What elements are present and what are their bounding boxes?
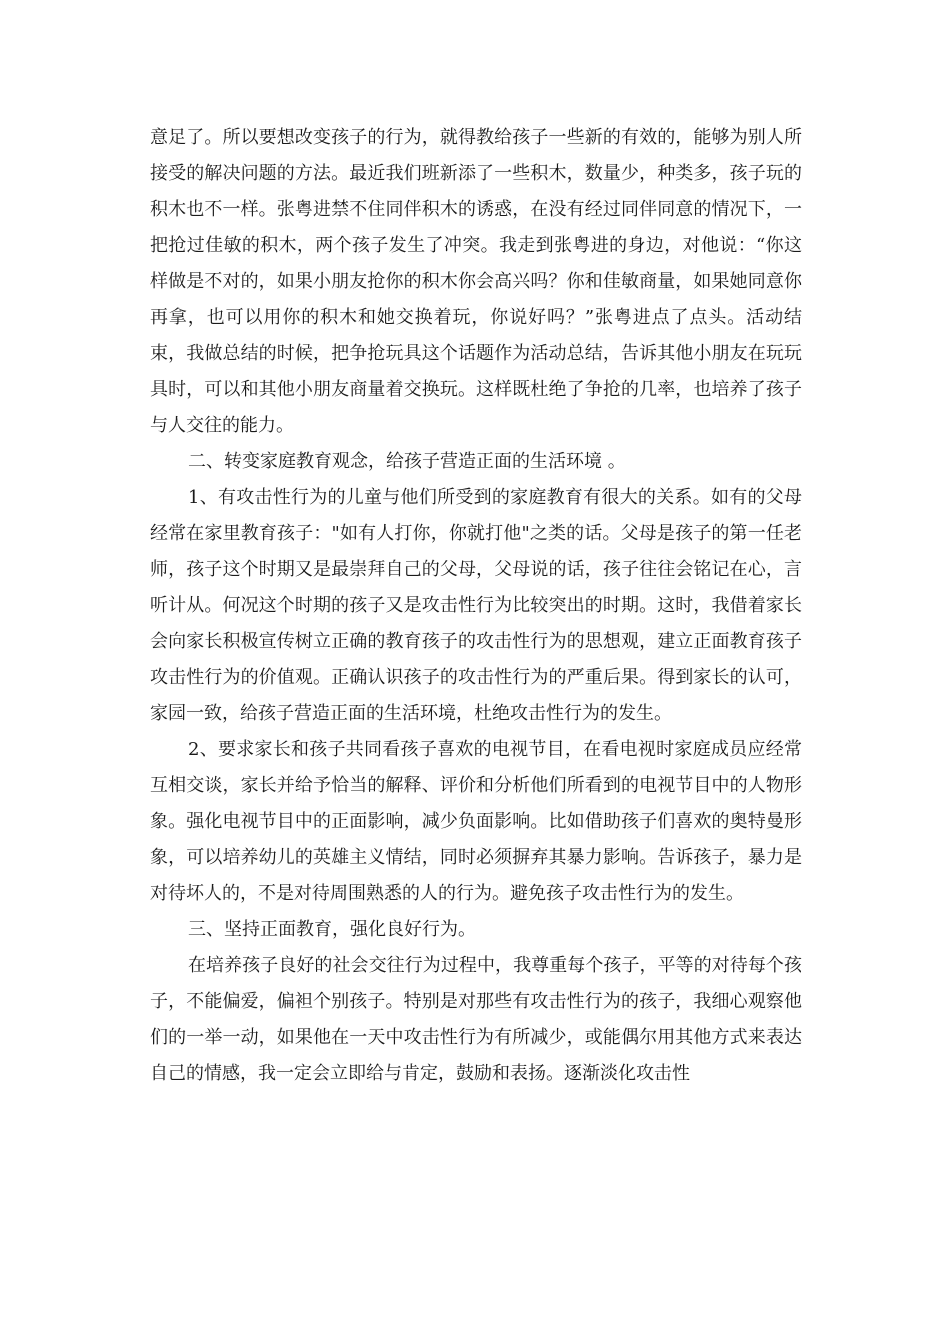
paragraph-section-three-body: 在培养孩子良好的社会交往行为过程中，我尊重每个孩子，平等的对待每个孩子，不能偏爱，偏袒个别孩子。特别是对那些有攻击性行为的孩子，我细心观察他们的一举一动，如果他在一天中攻击性行为有所减少，或能偶尔用其他方式来表达自己的情感，我一定会立即给与肯定，鼓励和表扬。逐渐淡化攻击性 [150, 955, 802, 1084]
paragraph-continuation: 意足了。所以要想改变孩子的行为，就得教给孩子一些新的有效的，能够为别人所接受的解决问题的方法。最近我们班新添了一些积木，数量少，种类多，孩子玩的积木也不一样。张粤进禁不住同伴积木的诱惑，在没有经过同伴同意的情况下，一把抢过佳敏的积木，两个孩子发生了冲突。我走到张粤进的身边，对他说：“你这样做是不对的，如果小朋友抢你的积木你会高兴吗？你和佳敏商量，如果她同意你再拿，也可以用你的积木和她交换着玩，你说好吗？”张粤进点了点头。活动结束，我做总结的时候，把争抢玩具这个话题作为活动总结，告诉其他小朋友在玩玩具时，可以和其他小朋友商量着交换玩。这样既杜绝了争抢的几率，也培养了孩子与人交往的能力。 [150, 127, 802, 436]
paragraph-point-one: 1、有攻击性行为的儿童与他们所受到的家庭教育有很大的关系。如有的父母经常在家里教育孩子："如有人打你，你就打他"之类的话。父母是孩子的第一任老师，孩子这个时期又是最崇拜自己的父母，父母说的话，孩子往往会铭记在心，言听计从。何况这个时期的孩子又是攻击性行为比较突出的时期。这时，我借着家长会向家长积极宣传树立正确的教育孩子的攻击性行为的思想观，建立正面教育孩子攻击性行为的价值观。正确认识孩子的攻击性行为的严重后果。得到家长的认可，家园一致，给孩子营造正面的生活环境，杜绝攻击性行为的发生。 [150, 487, 802, 724]
document-body [150, 120, 802, 1092]
section-heading-two: 二、转变家庭教育观念，给孩子营造正面的生活环境 。 [188, 451, 626, 472]
paragraph-point-two: 2、要求家长和孩子共同看孩子喜欢的电视节目，在看电视时家庭成员应经常互相交谈，家长并给予恰当的解释、评价和分析他们所看到的电视节目中的人物形象。强化电视节目中的正面影响，减少负面影响。比如借助孩子们喜欢的奥特曼形象，可以培养幼儿的英雄主义情结，同时必须摒弃其暴力影响。告诉孩子，暴力是对待坏人的，不是对待周围熟悉的人的行为。避免孩子攻击性行为的发生。 [150, 739, 802, 904]
section-heading-three: 三、坚持正面教育，强化良好行为。 [188, 919, 476, 940]
